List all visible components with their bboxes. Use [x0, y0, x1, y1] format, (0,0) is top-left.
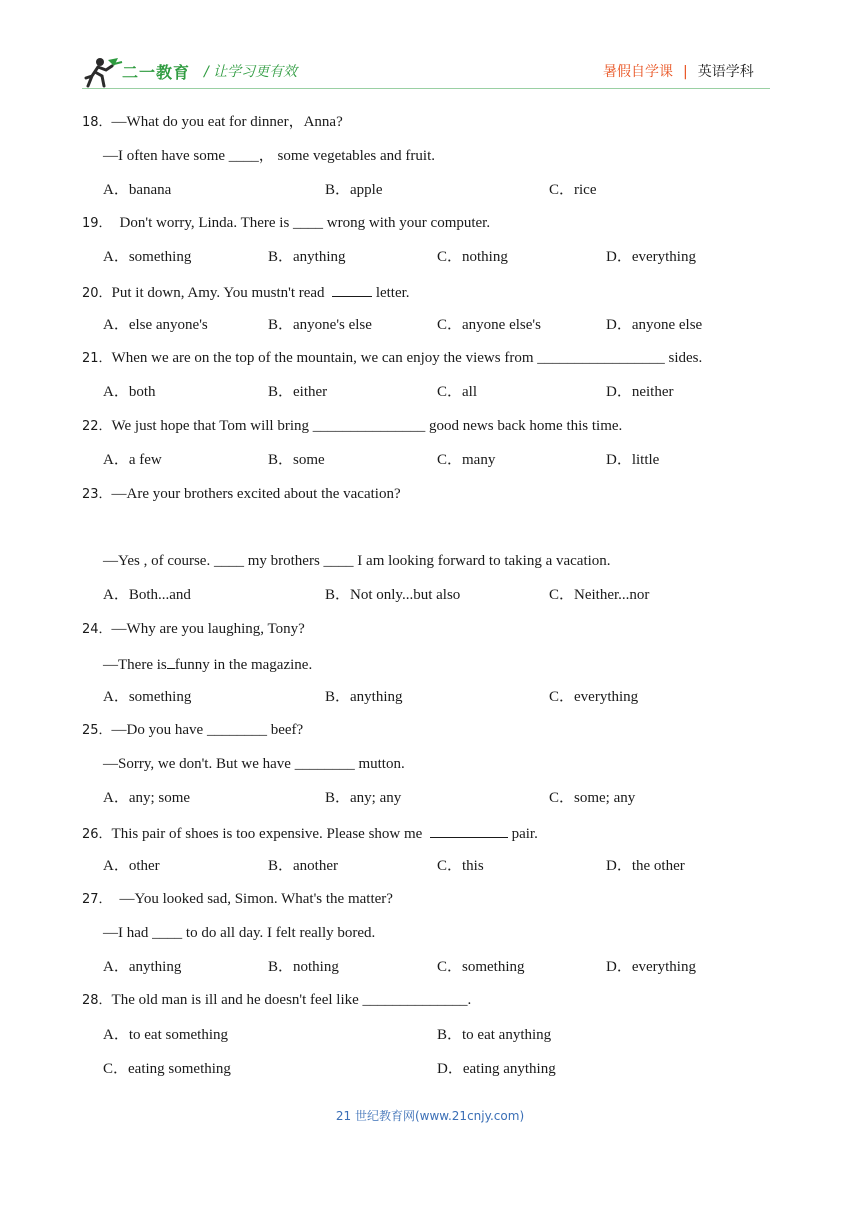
option-20-a[interactable]: A．else anyone's — [103, 317, 208, 333]
option-23-a[interactable]: A．Both...and — [103, 587, 191, 603]
option-24-a[interactable]: A．something — [103, 689, 192, 705]
option-21-d[interactable]: D．neither — [606, 384, 674, 400]
slogan: / 让学习更有效 — [204, 64, 298, 80]
question-18-answer-line: —I often have some ____， some vegetables and fruit. — [103, 148, 435, 164]
option-23-b[interactable]: B．Not only...but also — [325, 587, 461, 603]
question-25: 25．—Do you have ________ beef? — [82, 722, 304, 738]
header-separator: | — [683, 64, 688, 80]
option-27-c[interactable]: C．something — [437, 959, 525, 975]
option-21-b[interactable]: B．either — [268, 384, 328, 400]
question-28: 28．The old man is ill and he doesn't feel like ______________. — [82, 992, 472, 1008]
option-28-b[interactable]: B．to eat anything — [437, 1027, 552, 1043]
option-24-c[interactable]: C．everything — [549, 689, 639, 705]
option-18-b[interactable]: B．apple — [325, 182, 383, 198]
option-21-a[interactable]: A．both — [103, 384, 156, 400]
answer-blank — [167, 654, 175, 669]
option-22-d[interactable]: D．little — [606, 452, 660, 468]
option-20-d[interactable]: D．anyone else — [606, 317, 703, 333]
answer-blank — [430, 823, 508, 838]
question-24: 24．—Why are you laughing, Tony? — [82, 621, 305, 637]
question-25-answer-line: —Sorry, we don't. But we have ________ mutton. — [103, 756, 405, 772]
question-18: 18．—What do you eat for dinner，Anna? — [82, 114, 343, 130]
option-22-a[interactable]: A．a few — [103, 452, 162, 468]
option-27-d[interactable]: D．everything — [606, 959, 696, 975]
course-label: 暑假自学课 — [603, 64, 673, 80]
header-divider — [82, 88, 770, 89]
option-26-d[interactable]: D．the other — [606, 858, 685, 874]
option-22-c[interactable]: C．many — [437, 452, 496, 468]
option-19-c[interactable]: C．nothing — [437, 249, 508, 265]
option-24-b[interactable]: B．anything — [325, 689, 403, 705]
option-18-a[interactable]: A．banana — [103, 182, 172, 198]
page-footer[interactable]: 21 世纪教育网(www.21cnjy.com) — [335, 1109, 525, 1123]
answer-blank — [332, 282, 372, 297]
option-25-b[interactable]: B．any; any — [325, 790, 402, 806]
question-20: 20．Put it down, Amy. You mustn't read letter. — [82, 282, 410, 303]
option-19-a[interactable]: A．something — [103, 249, 192, 265]
option-21-c[interactable]: C．all — [437, 384, 477, 400]
option-26-b[interactable]: B．another — [268, 858, 338, 874]
option-20-b[interactable]: B．anyone's else — [268, 317, 372, 333]
option-20-c[interactable]: C．anyone else's — [437, 317, 541, 333]
option-25-a[interactable]: A．any; some — [103, 790, 191, 806]
option-28-a[interactable]: A．to eat something — [103, 1027, 228, 1043]
option-19-d[interactable]: D．everything — [606, 249, 696, 265]
page-header — [0, 0, 860, 100]
question-23-answer-line: —Yes , of course. ____ my brothers ____ I am looking forward to taking a vacation. — [103, 553, 611, 569]
option-25-c[interactable]: C．some; any — [549, 790, 636, 806]
question-21: 21．When we are on the top of the mountain, we can enjoy the views from _________________ sides. — [82, 350, 703, 366]
option-19-b[interactable]: B．anything — [268, 249, 346, 265]
option-27-a[interactable]: A．anything — [103, 959, 182, 975]
subject-label: 英语学科 — [697, 64, 754, 80]
question-24-answer-line: —There is funny in the magazine. — [103, 654, 312, 674]
question-19: 19． Don't worry, Linda. There is ____ wrong with your computer. — [82, 215, 491, 231]
option-26-c[interactable]: C．this — [437, 858, 484, 874]
option-28-c[interactable]: C．eating something — [103, 1061, 231, 1077]
question-26: 26．This pair of shoes is too expensive. Please show me pair. — [82, 823, 538, 844]
option-22-b[interactable]: B．some — [268, 452, 325, 468]
question-23: 23．—Are your brothers excited about the vacation? — [82, 486, 401, 502]
question-27: 27． —You looked sad, Simon. What's the matter? — [82, 891, 393, 907]
option-27-b[interactable]: B．nothing — [268, 959, 339, 975]
option-18-c[interactable]: C．rice — [549, 182, 597, 198]
option-28-d[interactable]: D．eating anything — [437, 1061, 556, 1077]
option-26-a[interactable]: A．other — [103, 858, 160, 874]
header-right — [603, 61, 754, 81]
brand-name: 二一教育 — [122, 63, 191, 82]
question-27-answer-line: —I had ____ to do all day. I felt really bored. — [103, 925, 376, 941]
option-23-c[interactable]: C．Neither...nor — [549, 587, 650, 603]
question-22: 22．We just hope that Tom will bring _______________ good news back home this time. — [82, 418, 623, 434]
